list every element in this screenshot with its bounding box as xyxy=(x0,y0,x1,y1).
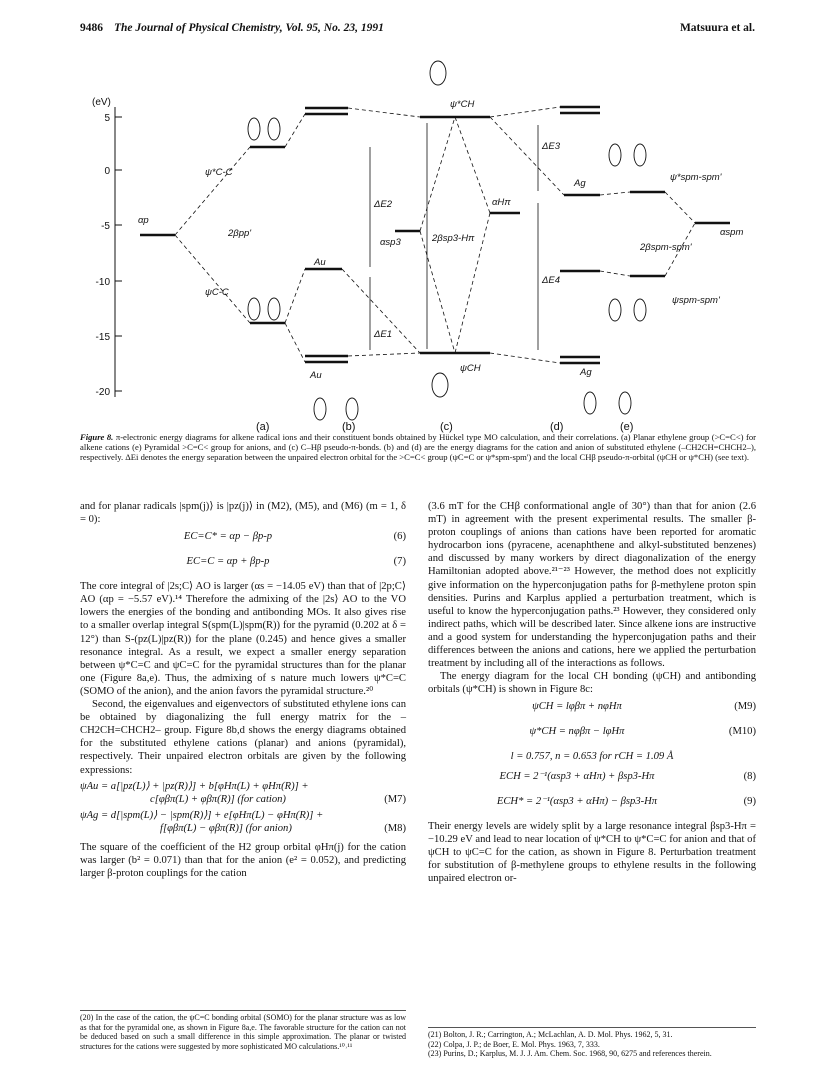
footnote-rule xyxy=(428,1027,756,1028)
equation-line: c[φβπ(L) + φβπ(R)] (for cation) xyxy=(150,793,286,805)
label-ag-bottom: Ag xyxy=(580,367,592,378)
caption-text: π-electronic energy diagrams for alkene radical ions and their constituent bonds obtained by Hückel type MO calculation, and their correlations. (a) Planar ethylene group (>C=C<) for alkene cations (e) Pyramidal >C=C< group for anions, and (c) C–Hβ pseudo-π-bonds. (b) and (d) are the energy diagrams for the cation and anion of substituted ethylene (–CH2CH=CHCH2–), respectively. ΔEi denotes the energy separation between the unpaired electron orbital for the >C=C< group (ψC=C or ψ*spm-spm') and the local CHβ pseudo-π-orbital (ψCH or ψ*CH) (see text). xyxy=(80,432,756,463)
corr-line xyxy=(285,269,305,323)
orbital-lobe xyxy=(268,298,280,320)
corr-line xyxy=(348,353,420,356)
corr-line xyxy=(420,231,455,353)
orbital-lobe xyxy=(248,118,260,140)
paragraph: The square of the coefficient of the H2 group orbital φHπ(j) for the cation was larger (b² = 0.071) than that for the anion (e² = 0.052), and predicting larger β-proton couplings for the cation xyxy=(80,841,406,879)
corr-line xyxy=(455,117,490,213)
equation-expression: ψ*CH = nφβπ − lφHπ xyxy=(529,726,625,738)
orbital-lobe xyxy=(432,373,448,397)
panel-label-c: (c) xyxy=(440,421,453,433)
tick-label-0: 0 xyxy=(104,166,110,177)
corr-line xyxy=(665,192,695,223)
label-psi-cc: ψC-C xyxy=(205,287,229,298)
panel-label-e: (e) xyxy=(620,421,634,433)
orbital-lobe xyxy=(268,118,280,140)
label-beta-sp3-hpi: 2βsp3-Hπ xyxy=(432,233,475,244)
label-psi-ch: ψCH xyxy=(460,363,481,374)
equation-number: (M10) xyxy=(728,726,756,738)
corr-line xyxy=(420,117,455,231)
corr-line xyxy=(490,117,564,195)
panel-label-a: (a) xyxy=(256,421,270,433)
label-alpha-spm: αspm xyxy=(720,227,744,238)
axis-unit: (eV) xyxy=(92,97,111,108)
label-beta-pp: 2βpp' xyxy=(228,228,252,239)
equation-expression: ECH* = 2⁻¹(αsp3 + αHπ) − βsp3-Hπ xyxy=(496,795,658,807)
orbital-lobe xyxy=(314,398,326,420)
panel-label-d: (d) xyxy=(550,421,564,433)
paragraph: and for planar radicals |spm(j)⟩ is |pz(j)⟩ in (M2), (M5), and (M6) (m = 1, δ = 0): xyxy=(80,501,406,526)
orbital-lobe xyxy=(609,299,621,321)
corr-line xyxy=(342,269,420,353)
equation-line: ψAu = a[|pz(L)⟩ + |pz(R)⟩] + b[φHπ(L) + φHπ(R)] + xyxy=(80,780,309,792)
label-delta-e2: ΔE2 xyxy=(374,199,392,210)
orbital-lobe xyxy=(248,298,260,320)
equation-7 xyxy=(80,555,406,576)
label-delta-e3: ΔE3 xyxy=(542,141,560,152)
label-psi-ch-star: ψ*CH xyxy=(450,99,475,110)
equation-8 xyxy=(428,770,756,791)
paragraph: (3.6 mT for the CHβ conformational angle of 30°) than that for anion (2.6 mT) in agreement with the present experimental results. The smaller β-proton couplings of anions than cations have been reported for aromatic hydrocarbon ions (pyracene, acenaphthene and alkyl-substituted benzenes) and discussed by many workers by direct diagonalization of the energy Hamiltonian adopted above.²¹⁻²³ However, the method does not explicitly give information on the hyperconjugation paths for β-methylene proton spin densities. Purins and Karplus applied a perturbation treatment, which is useful to know the hyperconjugation paths.²³ However, they considered only indirect paths, which will be described later. Since alkene ions are instructive and a good system for understanding the hyperconjugation paths and their differences between the anions and cations, here we applied the perturbation treatment by including all of the interactions as follows. xyxy=(428,501,756,670)
journal-title: The Journal of Physical Chemistry, Vol. 95, No. 23, 1991 xyxy=(114,22,384,34)
orbital-lobe xyxy=(634,144,646,166)
energy-diagram-figure xyxy=(80,45,780,437)
equation-9 xyxy=(428,795,756,816)
equation-m7 xyxy=(80,780,406,806)
paragraph: Their energy levels are widely split by a large resonance integral βsp3-Hπ = −10.29 eV and lead to near location of ψ*CH to ψ*C=C for anion and that of ψCH to ψC=C for the cation, as shown in Figure 8. Perturbation treatment for substitution of β-methylene groups to ethylene results in the following unpaired electron or- xyxy=(428,820,756,884)
corr-line xyxy=(175,235,250,323)
corr-line xyxy=(348,108,420,117)
corr-line xyxy=(490,353,560,363)
label-ag: Ag xyxy=(574,178,586,189)
parameter-line: l = 0.757, n = 0.653 for rCH = 1.09 Å xyxy=(510,751,674,763)
corr-line xyxy=(490,107,560,117)
corr-line xyxy=(285,114,305,147)
orbital-lobe xyxy=(619,392,631,414)
equation-m8 xyxy=(80,809,406,835)
page-number: 9486 xyxy=(80,22,103,34)
orbital-lobe xyxy=(584,392,596,414)
footnote-22: (22) Colpa, J. P.; de Boer, E. Mol. Phys. 1963, 7, 333. xyxy=(428,1039,600,1049)
label-alpha-p: αp xyxy=(138,215,149,226)
label-psi-cc-star: ψ*C-C xyxy=(205,167,233,178)
corr-line xyxy=(600,192,630,195)
orbital-lobe xyxy=(634,299,646,321)
label-alpha-hpi: αHπ xyxy=(492,197,511,208)
orbital-lobe xyxy=(609,144,621,166)
footnote-23: (23) Purins, D.; Karplus, M. J. J. Am. Chem. Soc. 1968, 90, 6275 and references therein. xyxy=(428,1049,712,1059)
label-delta-e4: ΔE4 xyxy=(542,275,560,286)
equation-number: (M8) xyxy=(384,822,406,834)
tick-label-m10: -10 xyxy=(95,277,110,288)
equation-m10 xyxy=(428,725,756,746)
corr-line xyxy=(285,323,305,362)
footnote-21: (21) Bolton, J. R.; Carrington, A.; McLachlan, A. D. Mol. Phys. 1962, 5, 31. xyxy=(428,1030,673,1039)
equation-number: (M9) xyxy=(734,701,756,713)
equation-number: (8) xyxy=(743,770,756,782)
orbital-lobe xyxy=(430,61,446,85)
paragraph: The energy diagram for the local CH bonding (ψCH) and antibonding orbitals (ψ*CH) is shown in Figure 8c: xyxy=(428,671,756,696)
equation-number: (6) xyxy=(393,531,406,543)
equation-number: (9) xyxy=(743,795,756,807)
corr-line xyxy=(175,147,250,235)
label-au-bottom: Au xyxy=(310,370,322,381)
paragraph: Second, the eigenvalues and eigenvectors of substituted ethylene ions can be obtained by diagonalizing the full energy matrix for the –CH2CH=CHCH2– group. Figure 8b,d shows the energy diagrams obtained for the substituted ethylene cations (planar) and anions (pyramidal), respectively. Their unpaired electron orbitals are given by the following expressions: xyxy=(80,699,406,776)
equation-m9 xyxy=(428,700,756,721)
tick-label-5: 5 xyxy=(104,113,110,124)
equation-number: (M7) xyxy=(384,793,406,805)
equation-expression: EC=C* = αp − βp-p xyxy=(183,531,273,543)
panel-label-b: (b) xyxy=(342,421,356,433)
tick-label-m20: -20 xyxy=(95,387,110,398)
running-authors: Matsuura et al. xyxy=(679,22,755,34)
corr-line xyxy=(600,271,630,276)
label-psi-spm-star: ψ*spm-spm' xyxy=(670,172,722,183)
figure-caption xyxy=(80,432,756,463)
paragraph: The core integral of |2s;C⟩ AO is larger (αs = −14.05 eV) than that of |2p;C⟩ AO (αp = −5.57 eV).¹⁴ Therefore the admixing of the |2s⟩ AO to the VO lowers the energies of the bonding and antibonding MOs. It also gives rise to a smaller overlap integral S(spm(L)|spm(R)) for the pyramid (0.202 at δ = 12°) than S-(pz(L)|pz(R)) for the plane (0.245) and hence gives a smaller resonance integral. As a result, we expect a smaller energy separation between ψ*C=C and ψC=C for the pyramidal structures than for the planar one (Figure 8a,e). Thus, the admixing of s nature much lowers ψ*C=C (SOMO of the anion), and the anion favors the pyramidal structure.²⁰ xyxy=(80,581,406,697)
label-psi-spm: ψspm-spm' xyxy=(672,295,720,306)
tick-label-m15: -15 xyxy=(95,332,110,343)
caption-title: Figure 8. xyxy=(80,432,114,442)
label-delta-e1: ΔE1 xyxy=(374,329,392,340)
orbital-lobe xyxy=(346,398,358,420)
equation-expression: EC=C = αp + βp-p xyxy=(186,556,270,568)
label-beta-spm: 2βspm-spm' xyxy=(640,242,692,253)
label-au: Au xyxy=(314,257,326,268)
footnote-20: (20) In the case of the cation, the ψC=C bonding orbital (SOMO) for the planar structure was as low as that for the pyramidal one, as shown in Figure 8a,e. The favorable structure for the cation can not be deduced based on such a small difference in this simple approximation. The planar or twisted structures for the cations were suggested by more sophisticated MO calculations.¹⁰˒¹¹ xyxy=(80,1013,406,1051)
equation-line: ψAg = d[|spm(L)⟩ − |spm(R)⟩] + e[φHπ(L) − φHπ(R)] + xyxy=(80,809,324,821)
right-column xyxy=(428,500,756,885)
equation-number: (7) xyxy=(393,556,406,568)
left-column xyxy=(80,500,406,880)
equation-expression: ECH = 2⁻¹(αsp3 + αHπ) + βsp3-Hπ xyxy=(499,770,655,782)
footnotes-right xyxy=(428,1030,756,1059)
footnote-rule xyxy=(80,1010,406,1011)
equation-expression: ψCH = lφβπ + nφHπ xyxy=(532,701,622,713)
equation-line: f[φβπ(L) − φβπ(R)] (for anion) xyxy=(160,822,292,834)
tick-label-m5: -5 xyxy=(101,221,110,232)
label-alpha-sp3: αsp3 xyxy=(380,237,401,248)
equation-6 xyxy=(80,530,406,551)
